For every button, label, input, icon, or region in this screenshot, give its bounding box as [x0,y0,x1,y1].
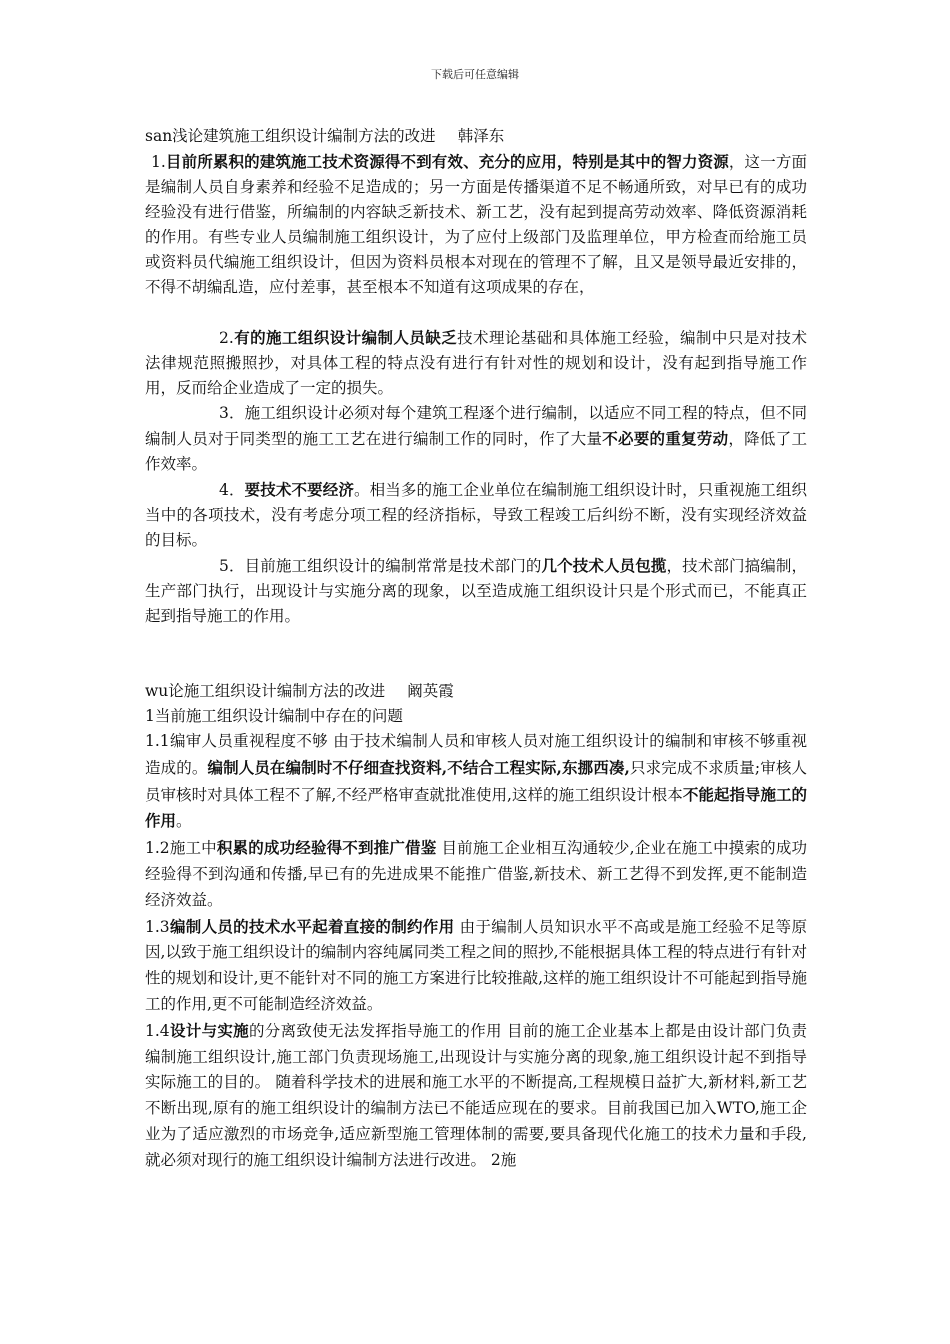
section1-title-text: san浅论建筑施工组织设计编制方法的改进 [145,127,436,145]
section2-paragraph-1-4 [145,1018,807,1174]
emphasis-text: 编制人员在编制时不仔细查找资料,不结合工程实际,东挪西凑, [207,757,630,777]
emphasis-text: 几个技术人员包揽 [541,556,667,575]
section1-paragraph-3 [145,401,807,477]
paragraph-text: 5．目前施工组织设计的编制常常是技术部门的 [219,557,542,575]
paragraph-text: ，这一方面是编制人员自身素养和经验不足造成的；另一方面是传播渠道不足不畅通所致，对早已有的成功经验没有进行借鉴，所编制的内容缺乏新技术、新工艺，没有起到提高劳动效率、降低资源消耗的作用。有些专业人员编制施工组织设计，为了应付上级部门及监理单位，甲方检查而给施工员或资料员代编施工组织设计，但因为资料员根本对现在的管理不了解，且又是领导最近安排的，不得不胡编乱造，应付差事，甚至根本不知道有这项成果的存在， [145,153,807,296]
section2-paragraph-1-3 [145,914,807,1018]
paragraph-text: 1.1编审人员重视程度不够 由于技术编制人员和审核人员对施工组织设计的编制和审核不够重视造成的。 [145,732,807,777]
paragraph-number: 4． [219,481,245,499]
paragraph-text: 只求完成不求质量;审核人员审核时对具体工程不了解,不经严格审查就批准使用,这样的施工组织设计根本 [145,758,807,804]
section2-paragraph-1-2 [145,835,807,913]
emphasis-text: 不能起指导施工的作用 [145,784,807,831]
paragraph-text: 。 [176,812,192,831]
paragraph-number: 1.4 [145,1021,170,1040]
paragraph-number: 1.3 [145,917,170,936]
emphasis-text: 设计与实施 [169,1020,249,1040]
emphasis-text: 编制人员的技术水平起着直接的制约作用 [169,916,455,936]
section2-title-text: wu论施工组织设计编制方法的改进 [145,682,386,700]
paragraph-text: 3．施工组织设计必须对每个建筑工程逐个进行编制，以适应不同工程的特点，但不同编制人员对于同类型的施工工艺在进行编制工作的同时，作了大量 [145,404,807,448]
paragraph-number: 1. [151,153,166,171]
spacer [145,629,807,654]
paragraph-text: ，技术部门搞编制，生产部门执行，出现设计与实施分离的现象，以至造成施工组织设计只是个形式而已，不能真正起到指导施工的作用。 [145,557,807,625]
emphasis-text: 有的施工组织设计编制人员缺乏 [233,328,458,347]
emphasis-text: 要技术不要经济 [244,480,354,499]
section2-author: 阚英霞 [407,682,454,700]
paragraph-text: 的分离致使无法发挥指导施工的作用 目前的施工企业基本上都是由设计部门负责编制施工组织设计,施工部门负责现场施工,出现设计与实施分离的现象,施工组织设计起不到指导实际施工的目的。 随着科学技术的进展和施工水平的不断提高,工程规模日益扩大,新材料,新工艺不断出现,原有的施工组织设计的编制方法已不能适应现在的要求。目前我国已加入WTO,施工企业为了适应激烈的市场竞争,适应新型施工管理体制的需要,要具备现代化施工的技术力量和手段,就必须对现行的施工组织设计编制方法进行改进。 2施 [145,1021,807,1169]
section1-author: 韩泽东 [457,127,505,145]
paragraph-text: 。相当多的施工企业单位在编制施工组织设计时，只重视施工组织当中的各项技术，没有考虑分项工程的经济指标，导致工程竣工后纠纷不断，没有实现经济效益的目标。 [145,481,807,549]
emphasis-text: 积累的成功经验得不到推广借鉴 [216,838,437,858]
section1-paragraph-1 [145,149,807,300]
paragraph-text: ，降低了工作效率。 [145,430,807,473]
paragraph-number: 2. [219,329,234,347]
header-note: 下载后可任意编辑 [431,68,519,81]
emphasis-text: 不必要的重复劳动 [602,429,729,448]
section1-paragraph-5 [145,553,807,629]
paragraph-text: 目前施工企业相互沟通较少,企业在施工中摸索的成功经验得不到沟通和传播,早已有的先进成果不能推广借鉴,新技术、新工艺得不到发挥,更不能制造经济效益。 [145,839,807,909]
spacer [145,654,807,679]
section2-heading-1: 1当前施工组织设计编制中存在的问题 [145,707,403,725]
document-body [145,124,807,1174]
section2-title [145,679,807,704]
paragraph-number: 1.2施工中 [145,839,217,858]
section1-paragraph-2 [145,325,807,401]
paragraph-text: 技术理论基础和具体施工经验，编制中只是对技术法律规范照搬照抄，对具体工程的特点没有进行有针对性的规划和设计，没有起到指导施工作用，反而给企业造成了一定的损失。 [145,329,807,397]
paragraph-text: 由于编制人员知识水平不高或是施工经验不足等原因,以致于施工组织设计的编制内容纯属同类工程之间的照抄,不能根据具体工程的特点进行有针对性的规划和设计,更不能针对不同的施工方案进行比较推敲,这样的施工组织设计不可能起到指导施工的作用,更不可能制造经济效益。 [145,917,807,1013]
section1-paragraph-4 [145,477,807,553]
section1-title [145,124,807,149]
emphasis-text: 目前所累积的建筑施工技术资源得不到有效、充分的应用，特别是其中的智力资源 [165,152,729,171]
spacer [145,300,807,325]
section2-paragraph-1-1 [145,729,807,835]
